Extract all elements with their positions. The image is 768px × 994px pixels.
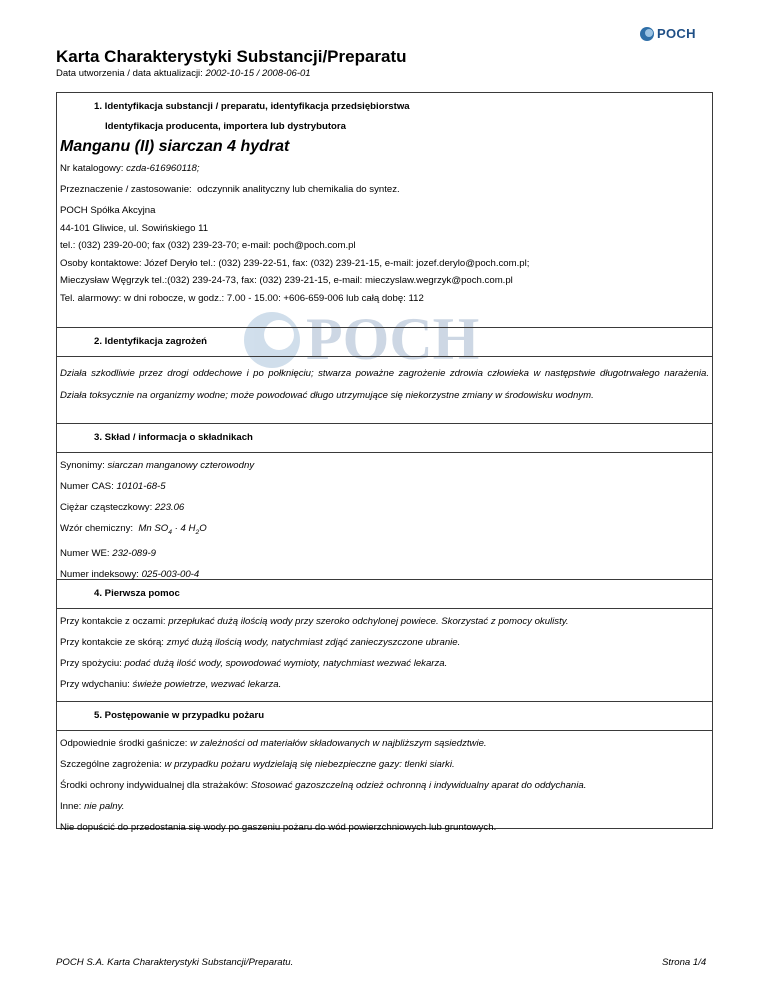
fire-item [57, 758, 712, 771]
formula-part: O [199, 523, 207, 534]
document-title: Karta Charakterystyki Substancji/Preparatu [56, 47, 407, 66]
address-line: 44-101 Gliwice, ul. Sowińskiego 11 [60, 222, 209, 234]
poch-logo-text: POCH [657, 26, 696, 41]
first-aid-label: Przy wdychaniu: [60, 679, 130, 690]
section-fire [57, 702, 712, 834]
fire-item [57, 737, 712, 750]
dates-label: Data utworzenia / data aktualizacji: [56, 68, 203, 79]
molecular-weight [57, 501, 712, 514]
first-aid-label: Przy kontakcie ze skórą: [60, 637, 164, 648]
fire-value: nie palny. [84, 801, 125, 812]
poch-logo [640, 26, 696, 41]
company-address [57, 202, 712, 307]
first-aid-item [57, 615, 712, 628]
fire-note: Nie dopuścić do przedostania się wody po gaszeniu pożaru do wód powierzchniowych lub gruntowych. [60, 822, 497, 833]
address-line: Osoby kontaktowe: Józef Deryło tel.: (032) 239-22-51, fax: (032) 239-21-15, e-mail: jozef.derylo@poch.com.pl; [60, 257, 530, 269]
fire-item [57, 779, 712, 792]
formula-part: · 4 H [171, 523, 196, 534]
address-line: Tel. alarmowy: w dni robocze, w godz.: 7.00 - 15.00: +606-659-006 lub całą dobę: 112 [60, 292, 424, 304]
address-line: tel.: (032) 239-20-00; fax (032) 239-23-70; e-mail: poch@poch.com.pl [60, 240, 356, 251]
cas-label: Numer CAS: [60, 481, 114, 492]
hazard-statement: Działa szkodliwie przez drogi oddechowe i po połknięciu; stwarza poważne zagrożenie zdrowia człowieka w następstwie długotrwałego narażenia. Działa toksycznie na organizmy wodne; może powodować długo utrzymujące się niekorzystne zmiany w środowisku wodnym. [60, 368, 709, 401]
address-line: Mieczysław Węgrzyk tel.:(032) 239-24-73, fax: (032) 239-21-15, e-mail: mieczyslaw.wegrzyk@poch.com.pl [60, 275, 513, 286]
section-composition [57, 424, 712, 580]
purpose [57, 183, 712, 196]
formula-label: Wzór chemiczny: [60, 523, 134, 534]
section-3-heading: 3. Skład / informacja o składnikach [57, 424, 712, 453]
fire-label: Inne: [60, 801, 82, 812]
section-1-subheading: Identyfikacja producenta, importera lub dystrybutora [105, 121, 346, 132]
chemical-formula [57, 522, 712, 539]
formula-subscript: 2 [195, 528, 200, 536]
section-first-aid [57, 580, 712, 702]
fire-label: Szczególne zagrożenia: [60, 759, 162, 770]
footer-page-number: Strona 1/4 [662, 957, 707, 968]
product-name: Manganu (II) siarczan 4 hydrat [60, 138, 290, 155]
catalog-label: Nr katalogowy: [60, 163, 124, 174]
formula-value [138, 523, 206, 534]
first-aid-value: świeże powietrze, wezwać lekarza. [132, 679, 282, 690]
formula-part: Mn SO [138, 523, 169, 534]
catalog-number [57, 162, 712, 175]
synonyms-value: siarczan manganowy czterowodny [107, 460, 255, 471]
first-aid-item [57, 678, 712, 691]
document-dates [56, 68, 311, 79]
cas-value: 10101-68-5 [116, 481, 166, 492]
fire-label: Środki ochrony indywidualnej dla strażaków: [60, 780, 249, 791]
document-frame [56, 92, 713, 833]
purpose-value: odczynnik analityczny lub chemikalia do syntez. [197, 184, 400, 195]
fire-value: w zależności od materiałów składowanych w najbliższym sąsiedztwie. [190, 738, 487, 749]
poch-logo-icon [640, 27, 654, 41]
first-aid-value: przepłukać dużą ilością wody przy szeroko odchylonej powiece. Skorzystać z pomocy okulisty. [168, 616, 569, 627]
first-aid-item [57, 657, 712, 670]
purpose-label: Przeznaczenie / zastosowanie: [60, 184, 192, 195]
first-aid-item [57, 636, 712, 649]
we-label: Numer WE: [60, 547, 110, 559]
index-number [57, 568, 712, 581]
index-label: Numer indeksowy: [60, 568, 139, 580]
section-1-heading: 1. Identyfikacja substancji / preparatu, identyfikacja przedsiębiorstwa [94, 101, 410, 112]
we-number [57, 547, 712, 560]
synonyms-label: Synonimy: [60, 460, 105, 471]
formula-subscript: 4 [168, 528, 172, 536]
section-identification [57, 93, 712, 328]
index-value: 025-003-00-4 [141, 568, 200, 580]
synonyms [57, 459, 712, 472]
section-2-heading: 2. Identyfikacja zagrożeń [57, 328, 712, 357]
watermark-text: POCH [306, 306, 480, 372]
first-aid-label: Przy kontakcie z oczami: [60, 616, 166, 627]
mw-value: 223.06 [154, 502, 185, 513]
fire-value: Stosować gazoszczelną odzież ochronną i indywidualny aparat do oddychania. [250, 780, 587, 791]
we-value: 232-089-9 [112, 547, 156, 559]
fire-label: Odpowiednie środki gaśnicze: [60, 738, 188, 749]
mw-label: Ciężar cząsteczkowy: [60, 502, 153, 513]
fire-value: w przypadku pożaru wydzielają się niebezpieczne gazy: tlenki siarki. [164, 759, 455, 770]
first-aid-value: zmyć dużą ilością wody, natychmiast zdjąć zanieczyszczone ubranie. [166, 637, 461, 648]
footer-document-name: POCH S.A. Karta Charakterystyki Substancji/Preparatu. [56, 957, 294, 968]
section-4-heading: 4. Pierwsza pomoc [57, 580, 712, 609]
cas-number [57, 480, 712, 493]
dates-value: 2002-10-15 / 2008-06-01 [205, 68, 311, 79]
address-line: POCH Spółka Akcyjna [60, 205, 156, 216]
first-aid-label: Przy spożyciu: [60, 658, 122, 669]
section-hazards [57, 328, 712, 424]
section-5-heading: 5. Postępowanie w przypadku pożaru [57, 702, 712, 731]
first-aid-value: podać dużą ilość wody, spowodować wymioty, natychmiast wezwać lekarza. [124, 658, 448, 669]
fire-item [57, 800, 712, 813]
catalog-value: czda-616960118; [126, 163, 200, 174]
